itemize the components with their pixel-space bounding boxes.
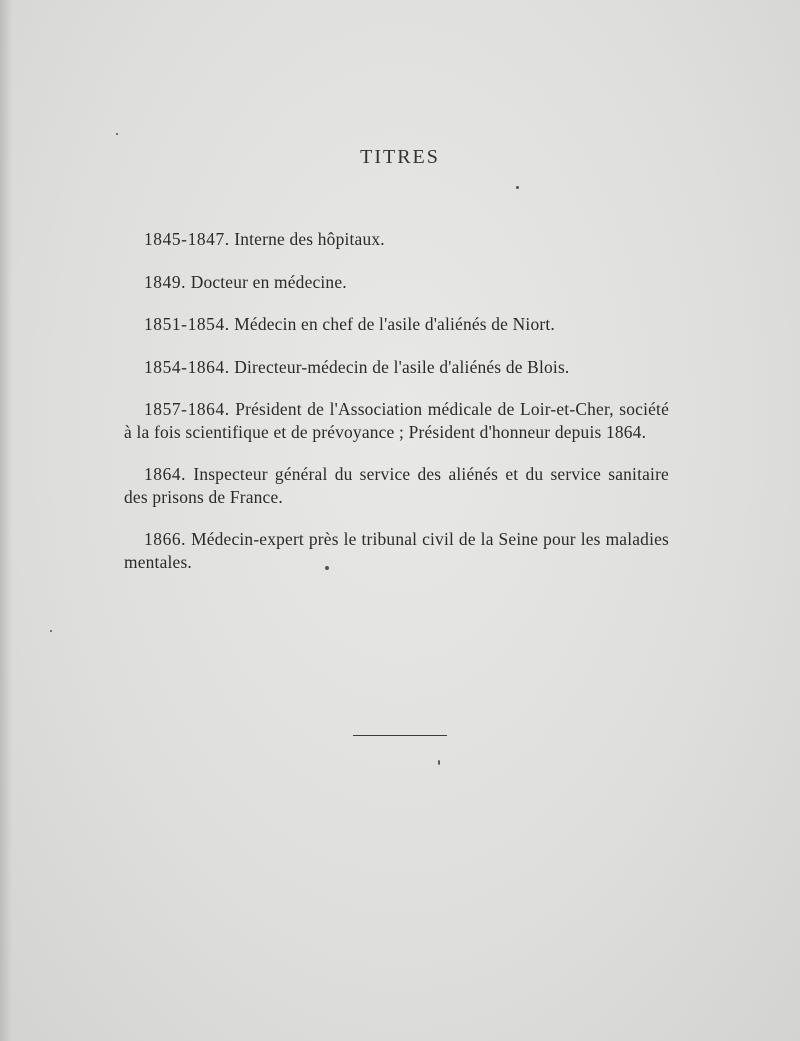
entry-year: 1845-1847. [144,229,230,249]
page-heading: TITRES [360,146,440,168]
closing-rule [353,735,447,736]
paper-speck [325,566,329,570]
paper-speck [438,760,440,765]
entry-text: Interne des hôpitaux. [234,229,385,249]
title-entry [124,463,669,508]
title-entry [124,356,669,379]
paper-speck [116,133,118,135]
title-entry [124,313,669,336]
paper-speck [516,186,519,189]
titles-list [124,228,669,593]
entry-year: 1857-1864. [144,399,230,419]
title-entry [124,398,669,443]
entry-text: Directeur-médecin de l'asile d'aliénés de Blois. [234,356,570,377]
title-entry [124,271,669,294]
entry-text: Médecin-expert près le tribunal civil de la Seine pour les maladies mentales. [124,529,669,572]
title-entry [124,528,669,573]
entry-text: Inspecteur général du service des aliénés et du service sanitaire des prisons de France. [124,464,669,507]
entry-year: 1851-1854. [144,314,230,334]
entry-year: 1849. [144,271,187,292]
paper-speck [50,630,52,632]
entry-text: Médecin en chef de l'asile d'aliénés de Niort. [234,314,555,334]
entry-year: 1866. [144,529,187,549]
entry-text: Docteur en médecine. [190,271,347,292]
title-entry [124,228,669,251]
entry-text: Président de l'Association médicale de Loir-et-Cher, société à la fois scientifique et de prévoyance ; Président d'honneur depuis 1864. [124,399,669,442]
entry-year: 1864. [144,464,187,484]
entry-year: 1854-1864. [144,356,230,377]
